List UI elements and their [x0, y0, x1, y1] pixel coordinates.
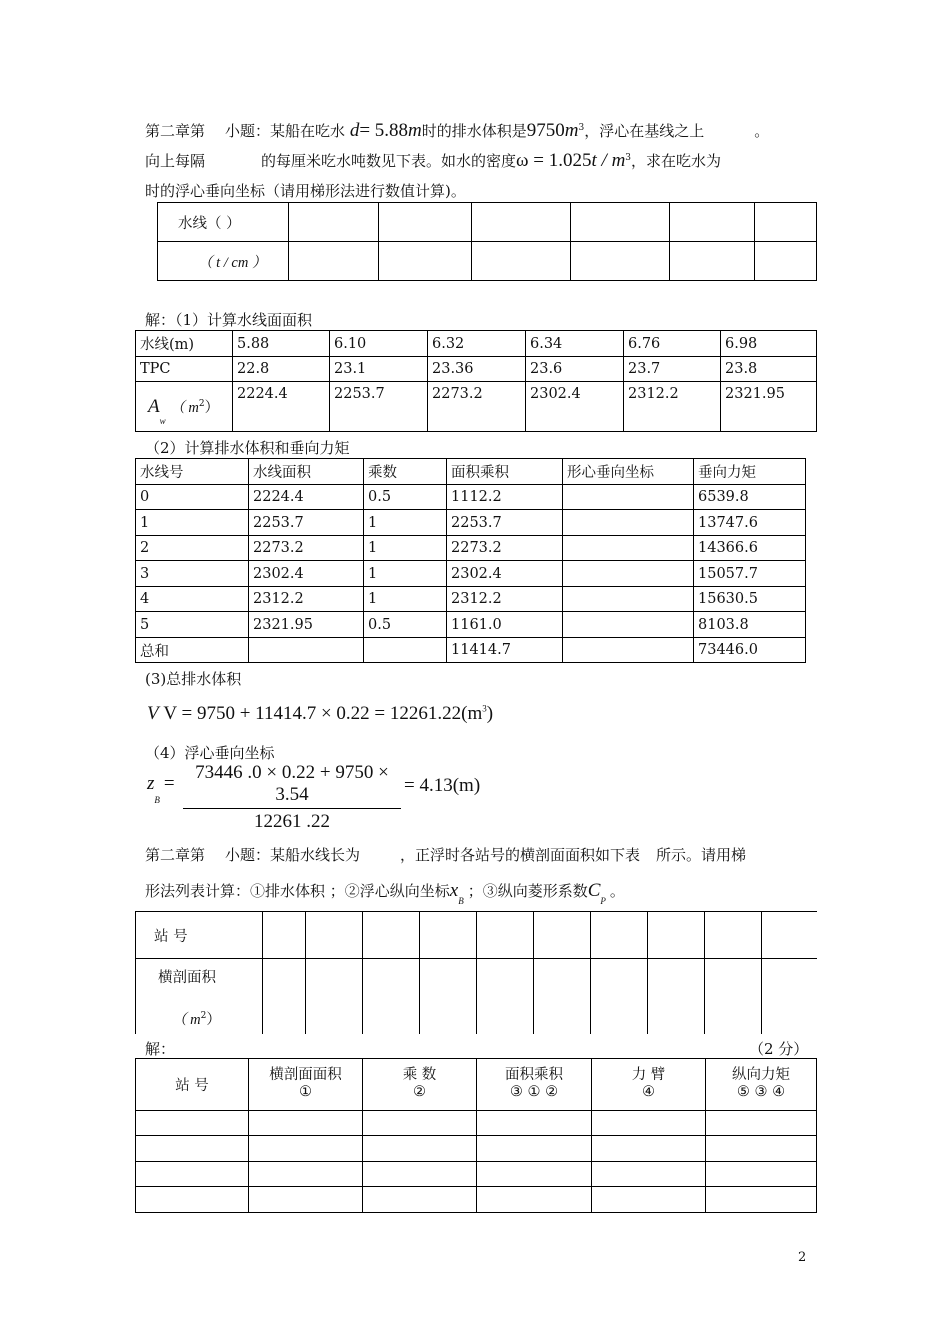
zb-result: = 4.13(m)	[404, 775, 481, 796]
waterplane-table	[135, 330, 817, 432]
table-row: 2 2273.2 1 2273.2 14366.6	[136, 536, 806, 561]
table-row: 0 2224.4 0.5 1112.2 6539.8	[136, 485, 806, 510]
problem1-line3: 时的浮心垂向坐标（请用梯形法进行数值计算)。	[145, 182, 466, 200]
solution2-label: 解：	[145, 1040, 176, 1058]
zb-label: $z_B=$	[147, 773, 175, 805]
zb-denominator: 12261 .22	[254, 811, 330, 832]
q-table-row2-label: （ t / cm ）	[158, 242, 289, 281]
moment-table	[135, 458, 806, 663]
table-row	[136, 1162, 817, 1187]
table-row: TPC 22.8 23.1 23.36 23.6 23.7 23.8	[136, 357, 817, 382]
score-label: （2 分）	[749, 1040, 809, 1058]
table-row: 4 2312.2 1 2312.2 15630.5	[136, 587, 806, 612]
solution1-step4: （4）浮心垂向坐标	[145, 744, 275, 762]
zb-numerator: 73446 .0 × 0.22 + 9750 × 3.54	[195, 762, 389, 805]
problem1-line1: 第二章第 小题：某船在吃水 d= 5.88m时的排水体积是$9750m^3$，浮心在基线之上 。	[145, 120, 770, 141]
solution1-step3: (3)总排水体积	[145, 670, 242, 688]
solution1-step1: 解：（1）计算水线面面积	[145, 311, 313, 329]
table-row	[136, 1111, 817, 1136]
table-header-row: 水线号 水线面积 乘数 面积乘积 形心垂向坐标 垂向力矩	[136, 459, 806, 485]
table-row: 水线(m) 5.88 6.10 6.32 6.34 6.76 6.98	[136, 331, 817, 357]
page-number: 2	[798, 1250, 807, 1265]
q-table-row1-label: 水线（ ）	[158, 203, 289, 242]
problem2-line1: 第二章第 小题：某船水线长为 ，正浮时各站号的横剖面面积如下表 所示。请用梯	[145, 846, 747, 864]
problem1-line2: 向上每隔 的每厘米吃水吨数见下表。如水的密度$\omega = 1.025t / m^3$，求在吃水为	[145, 150, 722, 171]
zb-fraction	[183, 762, 401, 833]
table-header-row: 站 号 横剖面面积 ① 乘 数 ② 面积乘积 ③ ① ② 力 臂 ④ 纵向力矩 ⑤ ③ ④	[136, 1059, 817, 1111]
aw-label: $A_w$ （ $m^2$）	[136, 382, 233, 432]
table-row: $A_w$ （ $m^2$） 2224.4 2253.7 2273.2 2302.4 2312.2 2321.95	[136, 382, 817, 432]
problem2-line2: 形法列表计算：①排水体积 ；②浮心纵向坐标$x_B$；③纵向菱形系数$C_P$。	[145, 880, 625, 906]
solution1-step2: （2）计算排水体积和垂向力矩	[145, 439, 350, 457]
table-row	[136, 1187, 817, 1213]
table-row	[136, 1136, 817, 1162]
solution2-table	[135, 1058, 817, 1213]
volume-formula: V $V = 9750 + 11414.7 \times 0.22 = 12261.22(m^3)$	[147, 703, 494, 724]
table-row: 总和 11414.7 73446.0	[136, 638, 806, 663]
table-row: 3 2302.4 1 2302.4 15057.7	[136, 561, 806, 587]
table-row: 1 2253.7 1 2253.7 13747.6	[136, 510, 806, 536]
problem2-question-table: 站 号 横剖面积 （ $m^2$）	[135, 911, 817, 1034]
problem1-question-table	[157, 202, 817, 281]
table-row: 5 2321.95 0.5 1161.0 8103.8	[136, 612, 806, 638]
